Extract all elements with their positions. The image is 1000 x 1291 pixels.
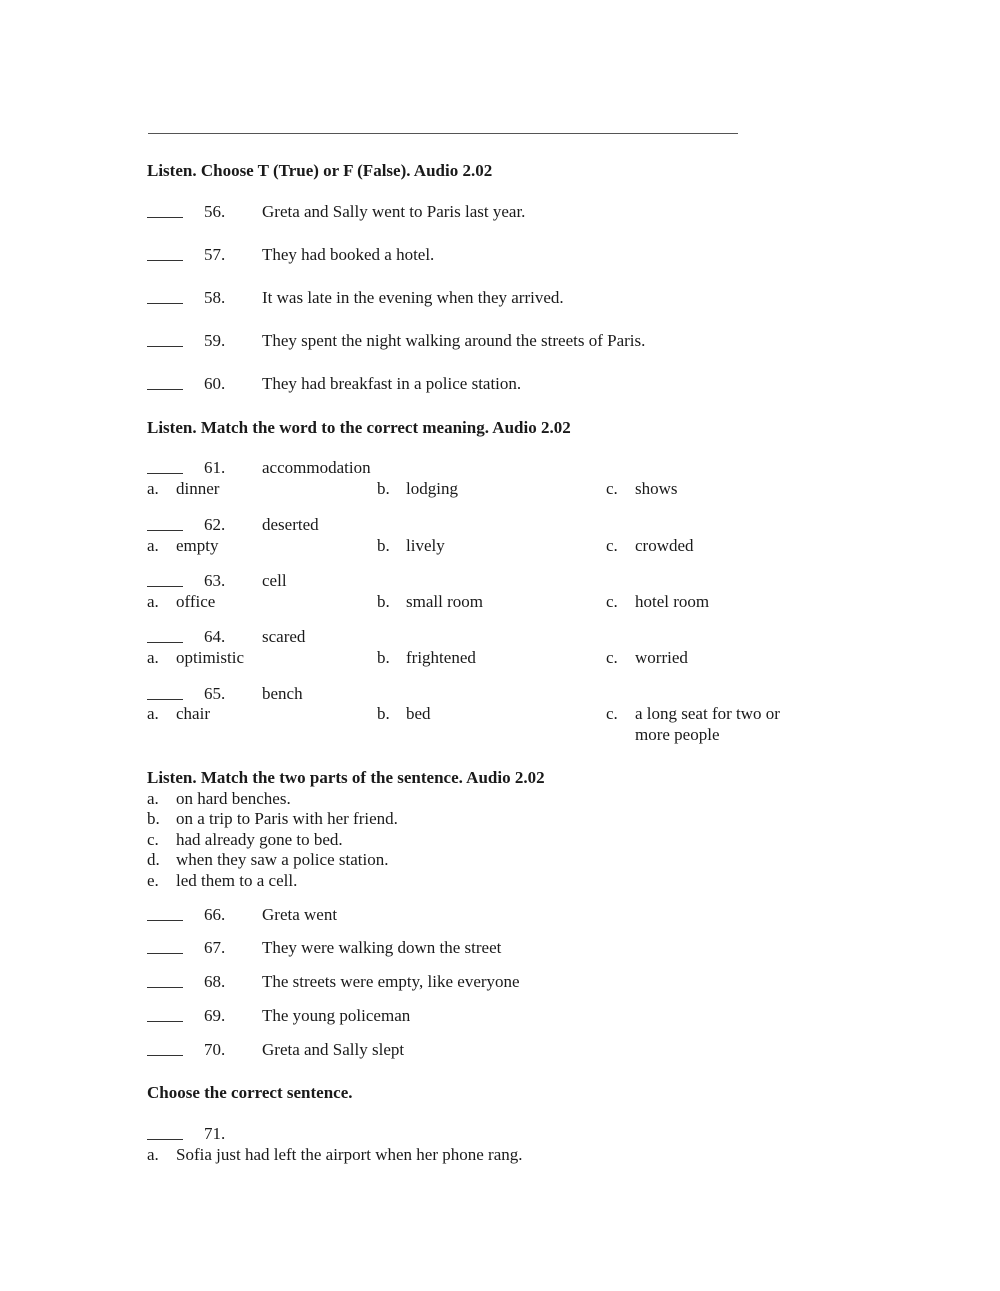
question-text: They had breakfast in a police station.	[262, 374, 522, 393]
question-word: bench	[262, 684, 303, 703]
option-letter: b.	[377, 536, 390, 555]
option-letter: b.	[377, 648, 390, 667]
question-text: They spent the night walking around the streets of Paris.	[262, 331, 646, 350]
ending-letter: b.	[147, 809, 160, 828]
question-word: scared	[262, 627, 306, 646]
option-letter: a.	[147, 479, 159, 498]
question-number: 60.	[204, 374, 226, 393]
answer-blank[interactable]	[147, 245, 183, 266]
option-text: office	[176, 592, 216, 611]
ending-letter: c.	[147, 830, 159, 849]
answer-blank[interactable]	[147, 1040, 183, 1061]
question-text: Greta and Sally slept	[262, 1040, 405, 1059]
option-text: optimistic	[176, 648, 244, 667]
question-number: 67.	[204, 938, 226, 957]
option-text: bed	[406, 704, 431, 723]
option-text: a long seat for two or	[635, 704, 780, 723]
option-letter: a.	[147, 1145, 159, 1164]
question-number: 69.	[204, 1006, 226, 1025]
option-text: crowded	[635, 536, 694, 555]
question-number: 65.	[204, 684, 226, 703]
answer-blank[interactable]	[147, 684, 183, 705]
option-letter: c.	[606, 648, 618, 667]
ending-text: on hard benches.	[176, 789, 291, 808]
ending-text: led them to a cell.	[176, 871, 298, 890]
answer-blank[interactable]	[147, 972, 183, 993]
option-letter: c.	[606, 704, 618, 723]
ending-text: when they saw a police station.	[176, 850, 389, 869]
ending-letter: a.	[147, 789, 159, 808]
question-word: cell	[262, 571, 287, 590]
option-text: hotel room	[635, 592, 710, 611]
question-word: accommodation	[262, 458, 371, 477]
question-number: 71.	[204, 1124, 226, 1143]
option-letter: a.	[147, 704, 159, 723]
answer-blank[interactable]	[147, 1006, 183, 1027]
question-text: They were walking down the street	[262, 938, 502, 957]
top-rule	[148, 133, 738, 134]
question-number: 59.	[204, 331, 226, 350]
section-heading-match-parts: Listen. Match the two parts of the sentence. Audio 2.02	[147, 768, 545, 787]
question-text: Greta went	[262, 905, 338, 924]
question-number: 57.	[204, 245, 226, 264]
option-text: lodging	[406, 479, 458, 498]
question-text: It was late in the evening when they arrived.	[262, 288, 564, 307]
answer-blank[interactable]	[147, 627, 183, 648]
option-text: small room	[406, 592, 483, 611]
question-number: 66.	[204, 905, 226, 924]
question-text: The young policeman	[262, 1006, 411, 1025]
question-word: deserted	[262, 515, 319, 534]
option-text: empty	[176, 536, 219, 555]
option-letter: b.	[377, 479, 390, 498]
ending-text: on a trip to Paris with her friend.	[176, 809, 398, 828]
answer-blank[interactable]	[147, 515, 183, 536]
question-number: 58.	[204, 288, 226, 307]
ending-letter: e.	[147, 871, 159, 890]
answer-blank[interactable]	[147, 202, 183, 223]
ending-text: had already gone to bed.	[176, 830, 343, 849]
question-text: The streets were empty, like everyone	[262, 972, 520, 991]
section-heading-match-word: Listen. Match the word to the correct meaning. Audio 2.02	[147, 418, 571, 437]
option-text: chair	[176, 704, 210, 723]
question-text: They had booked a hotel.	[262, 245, 435, 264]
option-letter: a.	[147, 648, 159, 667]
option-letter: a.	[147, 592, 159, 611]
question-number: 63.	[204, 571, 226, 590]
option-text: frightened	[406, 648, 476, 667]
section-heading-choose: Choose the correct sentence.	[147, 1083, 353, 1102]
option-letter: b.	[377, 592, 390, 611]
answer-blank[interactable]	[147, 331, 183, 352]
option-text-continued: more people	[635, 725, 720, 744]
option-text: worried	[635, 648, 688, 667]
answer-blank[interactable]	[147, 905, 183, 926]
answer-blank[interactable]	[147, 458, 183, 479]
question-number: 62.	[204, 515, 226, 534]
option-letter: c.	[606, 536, 618, 555]
option-text: dinner	[176, 479, 220, 498]
section-heading-true-false: Listen. Choose T (True) or F (False). Audio 2.02	[147, 161, 493, 180]
question-number: 70.	[204, 1040, 226, 1059]
option-text: Sofia just had left the airport when her phone rang.	[176, 1145, 523, 1164]
option-letter: c.	[606, 479, 618, 498]
option-text: shows	[635, 479, 678, 498]
answer-blank[interactable]	[147, 288, 183, 309]
answer-blank[interactable]	[147, 374, 183, 395]
answer-blank[interactable]	[147, 571, 183, 592]
question-number: 56.	[204, 202, 226, 221]
answer-blank[interactable]	[147, 1124, 183, 1145]
option-letter: b.	[377, 704, 390, 723]
option-text: lively	[406, 536, 445, 555]
answer-blank[interactable]	[147, 938, 183, 959]
ending-letter: d.	[147, 850, 160, 869]
question-text: Greta and Sally went to Paris last year.	[262, 202, 526, 221]
option-letter: a.	[147, 536, 159, 555]
option-letter: c.	[606, 592, 618, 611]
question-number: 68.	[204, 972, 226, 991]
question-number: 64.	[204, 627, 226, 646]
question-number: 61.	[204, 458, 226, 477]
